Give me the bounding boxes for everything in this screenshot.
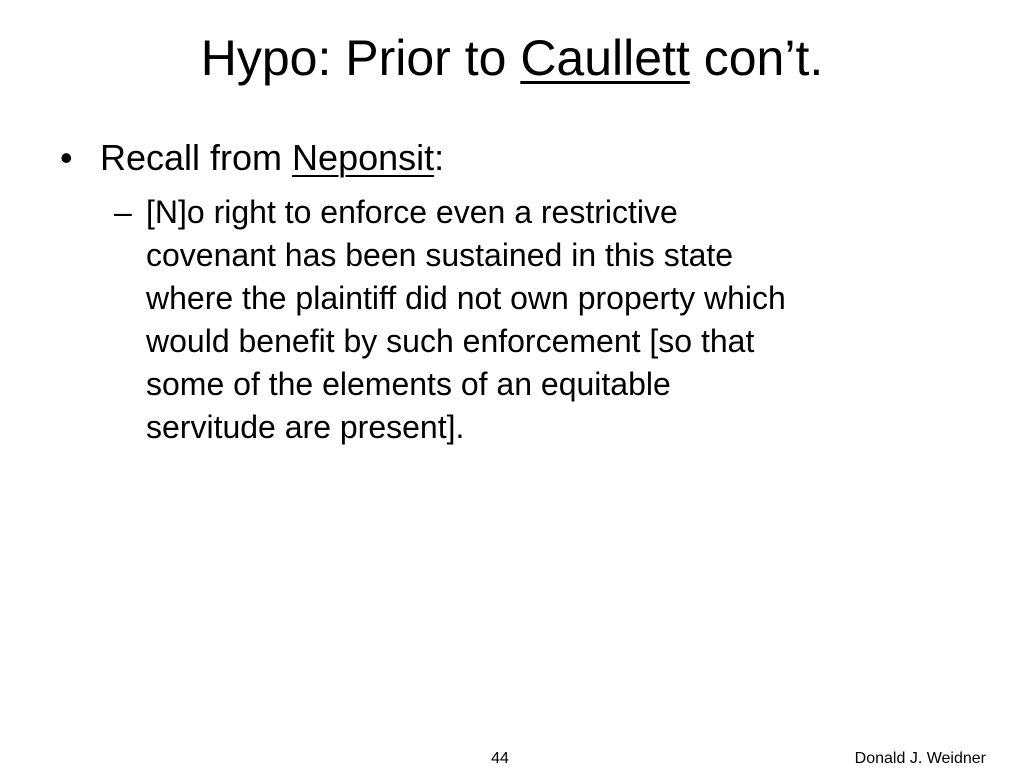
bullet-prefix: Recall from bbox=[100, 137, 293, 178]
slide-title bbox=[0, 24, 1024, 92]
sub-bullet-line: would benefit by such enforcement [so that bbox=[146, 323, 755, 359]
sub-bullet-line: some of the elements of an equitable bbox=[146, 366, 671, 402]
sub-bullet-marker: – bbox=[114, 194, 132, 230]
bullet-item bbox=[60, 134, 960, 182]
sub-bullet-line: servitude are present]. bbox=[146, 409, 465, 445]
bullet-case-name: Neponsit bbox=[292, 137, 435, 178]
sub-bullet-text bbox=[146, 191, 964, 449]
slide-author: Donald J. Weidner bbox=[854, 750, 986, 767]
bullet-suffix: : bbox=[434, 137, 445, 178]
sub-bullet-line: where the plaintiff did not own property which bbox=[146, 280, 786, 316]
slide-page-number: 44 bbox=[491, 750, 509, 767]
title-case-name: Caullett bbox=[520, 30, 690, 86]
title-prefix: Hypo: Prior to bbox=[200, 30, 521, 86]
sub-bullet-line: [N]o right to enforce even a restrictive bbox=[146, 194, 678, 230]
sub-bullet-item bbox=[114, 191, 964, 449]
sub-bullet-line: covenant has been sustained in this state bbox=[146, 237, 734, 273]
title-suffix: con’t. bbox=[689, 30, 824, 86]
bullet-marker: • bbox=[60, 137, 73, 178]
